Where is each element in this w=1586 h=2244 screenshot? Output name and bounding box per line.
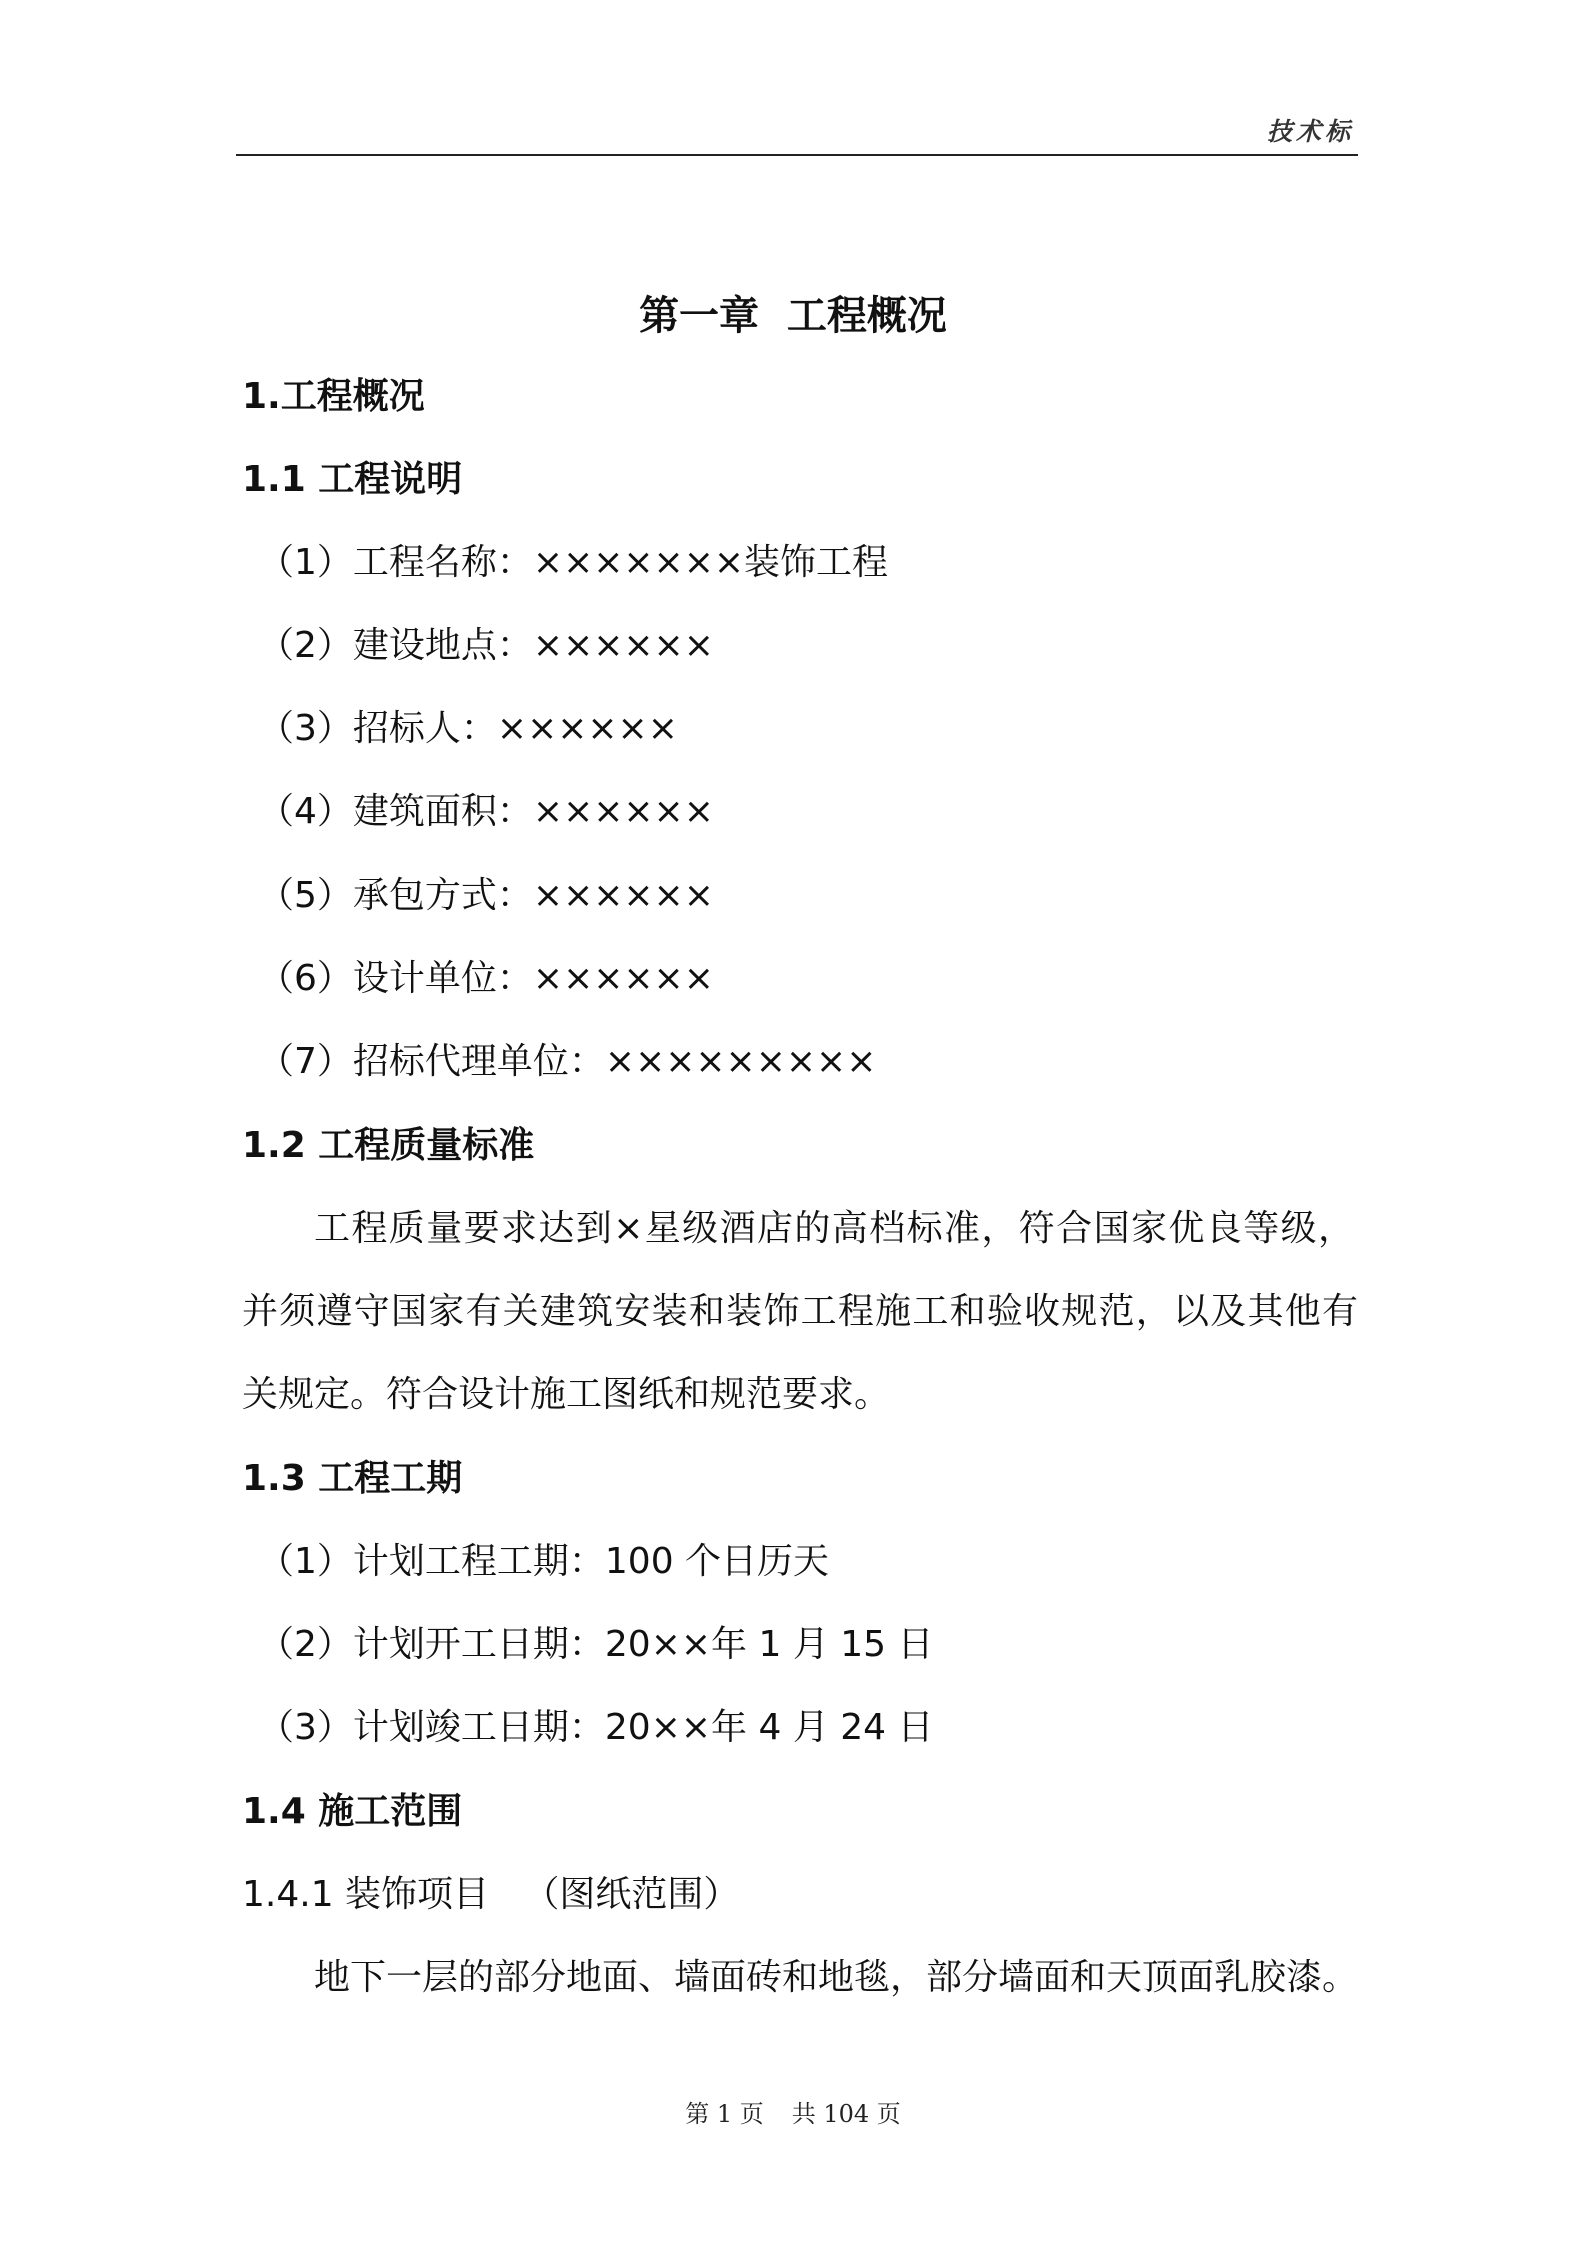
list-item: （5）承包方式：×××××× xyxy=(258,875,714,916)
subsection-heading-1-4-1: 1.4.1 装饰项目 （图纸范围） xyxy=(242,1874,740,1915)
list-item: （1）工程名称：×××××××装饰工程 xyxy=(258,542,889,583)
paragraph-line: 工程质量要求达到×星级酒店的高档标准，符合国家优良等级， xyxy=(314,1208,1354,1249)
list-item: （7）招标代理单位：××××××××× xyxy=(258,1041,877,1082)
list-item: （6）设计单位：×××××× xyxy=(258,958,714,999)
chapter-title: 第一章 工程概况 xyxy=(639,293,947,339)
paragraph-line: 关规定。符合设计施工图纸和规范要求。 xyxy=(242,1374,891,1415)
header-tag: 技术标 xyxy=(1266,117,1354,146)
section-heading-1-2: 1.2 工程质量标准 xyxy=(242,1125,535,1166)
list-item: （4）建筑面积：×××××× xyxy=(258,791,714,832)
paragraph-line: 地下一层的部分地面、墙面砖和地毯，部分墙面和天顶面乳胶漆。 xyxy=(314,1957,1359,1998)
list-item: （3）招标人：×××××× xyxy=(258,708,678,749)
page-total: 共 104 页 xyxy=(791,2100,901,2128)
list-item: （3）计划竣工日期：20××年 4 月 24 日 xyxy=(258,1707,934,1748)
list-item: （2）建设地点：×××××× xyxy=(258,625,714,666)
list-item: （1）计划工程工期：100 个日历天 xyxy=(258,1541,830,1582)
section-heading-1-1: 1.1 工程说明 xyxy=(242,459,463,500)
page-footer xyxy=(0,2094,1586,2129)
list-item: （2）计划开工日期：20××年 1 月 15 日 xyxy=(258,1624,934,1665)
page-number: 第 1 页 xyxy=(685,2100,764,2128)
header-rule xyxy=(236,154,1358,156)
section-heading-1: 1.工程概况 xyxy=(242,376,425,417)
section-heading-1-3: 1.3 工程工期 xyxy=(242,1458,463,1499)
paragraph-line: 并须遵守国家有关建筑安装和装饰工程施工和验收规范，以及其他有 xyxy=(242,1291,1358,1332)
section-heading-1-4: 1.4 施工范围 xyxy=(242,1791,463,1832)
